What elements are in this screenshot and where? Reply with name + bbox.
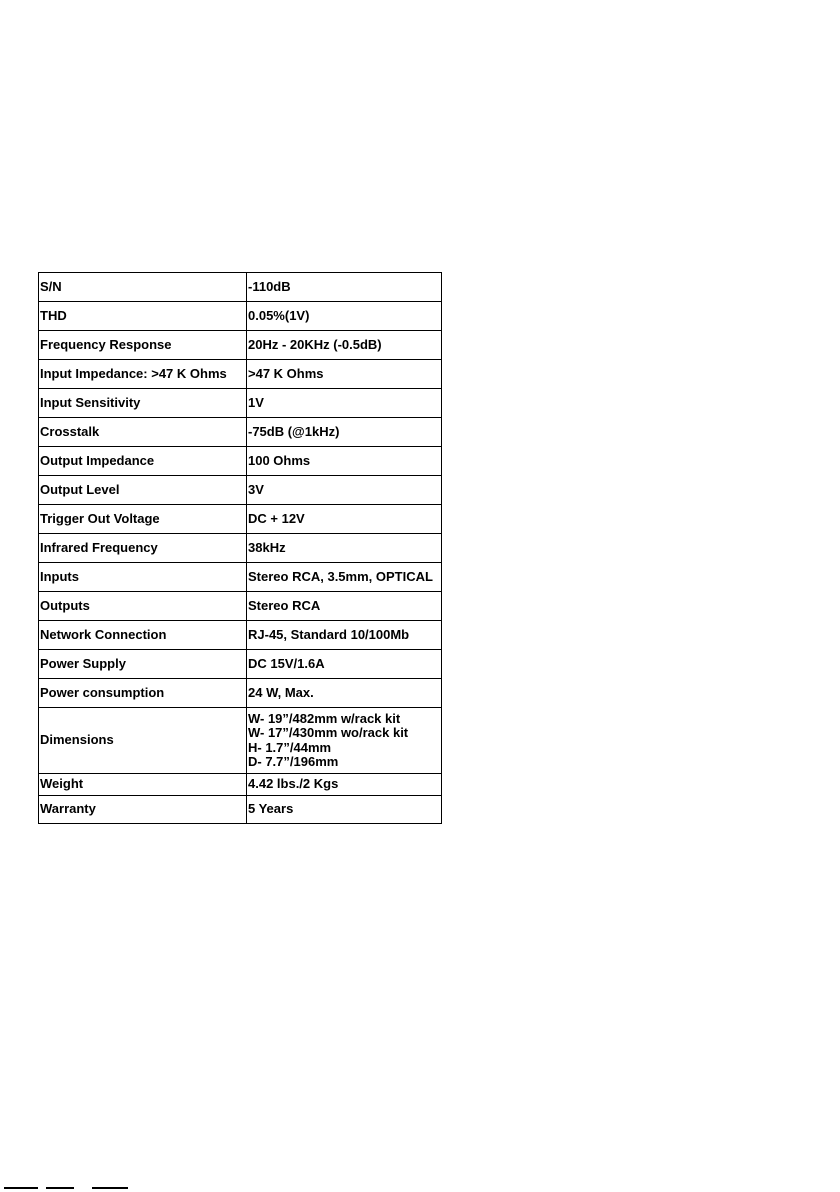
spec-label: Inputs (39, 563, 247, 592)
spec-label: Crosstalk (39, 418, 247, 447)
table-row (39, 534, 442, 563)
spec-value: 0.05%(1V) (247, 302, 442, 331)
table-row (39, 360, 442, 389)
table-row (39, 447, 442, 476)
spec-value: -75dB (@1kHz) (247, 418, 442, 447)
table-row (39, 302, 442, 331)
spec-label: Frequency Response (39, 331, 247, 360)
table-row (39, 650, 442, 679)
spec-label: Input Impedance: >47 K Ohms (39, 360, 247, 389)
spec-label: S/N (39, 273, 247, 302)
spec-value: 38kHz (247, 534, 442, 563)
spec-label: Infrared Frequency (39, 534, 247, 563)
spec-value: 4.42 lbs./2 Kgs (247, 774, 442, 796)
table-row (39, 796, 442, 824)
spec-value: 5 Years (247, 796, 442, 824)
spec-label: Warranty (39, 796, 247, 824)
table-row (39, 679, 442, 708)
edge-mark (4, 1187, 38, 1189)
spec-value: 3V (247, 476, 442, 505)
spec-value-line: H- 1.7”/44mm (248, 739, 332, 755)
edge-mark (92, 1187, 128, 1189)
table-row (39, 389, 442, 418)
edge-mark (46, 1187, 74, 1189)
spec-value: 100 Ohms (247, 447, 442, 476)
spec-value-line: D- 7.7”/196mm (248, 754, 339, 769)
spec-value-line: W- 19”/482mm w/rack kit (248, 710, 401, 726)
table-row (39, 592, 442, 621)
spec-value: 1V (247, 389, 442, 418)
spec-value: >47 K Ohms (247, 360, 442, 389)
table-row (39, 563, 442, 592)
table-row (39, 476, 442, 505)
spec-value: 24 W, Max. (247, 679, 442, 708)
spec-value: 20Hz - 20KHz (-0.5dB) (247, 331, 442, 360)
page-edge-marks (0, 1186, 160, 1190)
spec-table (38, 272, 442, 824)
spec-value: Stereo RCA, 3.5mm, OPTICAL (247, 563, 442, 592)
table-row (39, 505, 442, 534)
spec-label: Dimensions (39, 708, 247, 774)
table-row (39, 418, 442, 447)
spec-value: DC + 12V (247, 505, 442, 534)
table-row (39, 331, 442, 360)
spec-label: Output Level (39, 476, 247, 505)
spec-value-line: W- 17”/430mm wo/rack kit (248, 725, 409, 740)
table-row (39, 774, 442, 796)
spec-label: Input Sensitivity (39, 389, 247, 418)
spec-value: DC 15V/1.6A (247, 650, 442, 679)
table-row (39, 621, 442, 650)
spec-label: Power Supply (39, 650, 247, 679)
spec-label: Weight (39, 774, 247, 796)
table-row (39, 273, 442, 302)
spec-label: Power consumption (39, 679, 247, 708)
spec-value-multiline (247, 708, 442, 774)
spec-label: Outputs (39, 592, 247, 621)
table-row (39, 708, 442, 774)
spec-label: Network Connection (39, 621, 247, 650)
spec-label: Trigger Out Voltage (39, 505, 247, 534)
spec-label: Output Impedance (39, 447, 247, 476)
spec-value: RJ-45, Standard 10/100Mb (247, 621, 442, 650)
spec-label: THD (39, 302, 247, 331)
spec-value: -110dB (247, 273, 442, 302)
spec-value: Stereo RCA (247, 592, 442, 621)
